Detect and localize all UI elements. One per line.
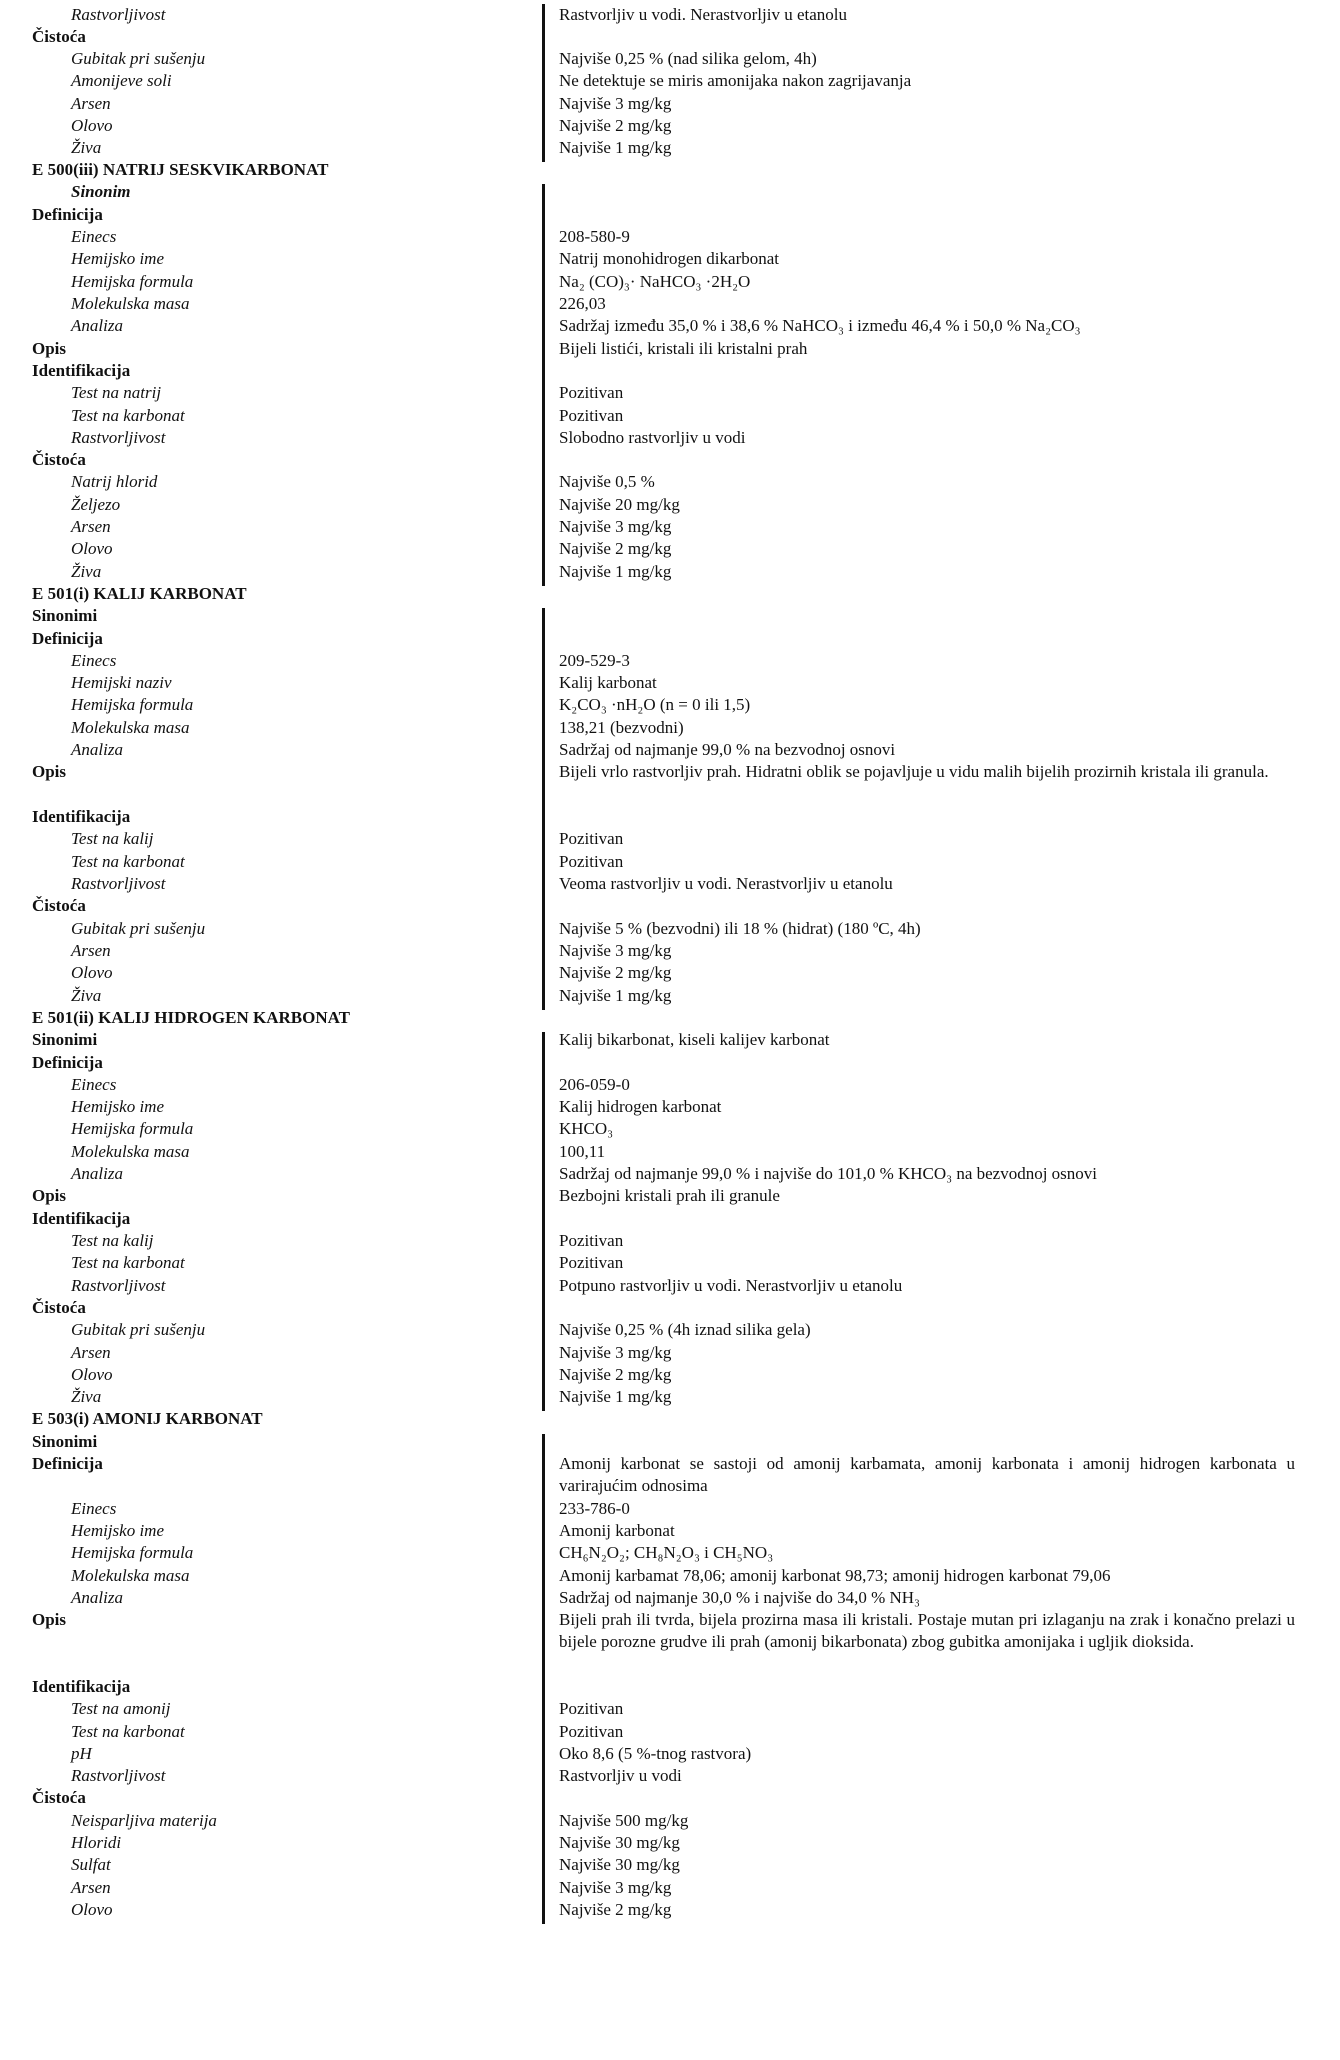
property-label: Rastvorljivost (71, 1766, 166, 1785)
property-label: Molekulska masa (71, 1566, 190, 1585)
property-label: Rastvorljivost (71, 428, 166, 447)
property-value: Na₂ (CO)₃· NaHCO₃ ·2H₂O (559, 272, 751, 291)
property-value: Pozitivan (559, 829, 624, 848)
property-value: 138,21 (bezvodni) (559, 718, 684, 737)
section-label: Identifikacija (32, 361, 131, 380)
section-label: Opis (32, 339, 67, 358)
property-label: Hemijsko ime (71, 249, 165, 268)
property-value: Bezbojni kristali prah ili granule (559, 1186, 780, 1205)
additive-heading: E 501(i) KALIJ KARBONAT (32, 584, 247, 603)
property-value: Amonij karbamat 78,06; amonij karbonat 98,73; amonij hidrogen karbonat 79,06 (559, 1566, 1111, 1585)
property-label: Molekulska masa (71, 294, 190, 313)
property-value: Ne detektuje se miris amonijaka nakon zagrijavanja (559, 71, 912, 90)
property-value: Sadržaj od najmanje 99,0 % i najviše do 101,0 % KHCO₃ na bezvodnoj osnovi (559, 1164, 1098, 1183)
property-label: Rastvorljivost (71, 874, 166, 893)
property-label: Sulfat (71, 1855, 111, 1874)
property-label: Test na karbonat (71, 1722, 185, 1741)
property-value: Najviše 2 mg/kg (559, 1365, 672, 1384)
property-label: Arsen (71, 94, 111, 113)
property-value: Najviše 2 mg/kg (559, 1900, 672, 1919)
property-value: Najviše 0,25 % (nad silika gelom, 4h) (559, 49, 817, 68)
section-label: Sinonimi (32, 1030, 98, 1049)
property-value: 233-786-0 (559, 1499, 630, 1518)
section-label: Definicija (32, 1454, 103, 1473)
property-label: Analiza (71, 1164, 123, 1183)
property-value: Najviše 1 mg/kg (559, 562, 672, 581)
property-value: Najviše 5 % (bezvodni) ili 18 % (hidrat) (180 ºC, 4h) (559, 919, 921, 938)
property-label: Arsen (71, 1878, 111, 1897)
property-value: Rastvorljiv u vodi (559, 1766, 682, 1785)
property-value: Pozitivan (559, 1722, 624, 1741)
property-value: Sadržaj od najmanje 30,0 % i najviše do 34,0 % NH₃ (559, 1588, 920, 1607)
section-label: Čistoća (32, 27, 86, 46)
property-label: Einecs (71, 1499, 117, 1518)
property-label: Analiza (71, 1588, 123, 1607)
property-label: Živa (71, 562, 102, 581)
section-label: Identifikacija (32, 1677, 131, 1696)
property-value: Pozitivan (559, 1231, 624, 1250)
property-label: Analiza (71, 316, 123, 335)
property-label: Arsen (71, 517, 111, 536)
property-value: Najviše 1 mg/kg (559, 1387, 672, 1406)
property-value: Najviše 20 mg/kg (559, 495, 680, 514)
property-label: Einecs (71, 1075, 117, 1094)
property-label: Živa (71, 986, 102, 1005)
section-label: Definicija (32, 205, 103, 224)
property-value: Potpuno rastvorljiv u vodi. Nerastvorljiv u etanolu (559, 1276, 903, 1295)
additive-heading: E 503(i) AMONIJ KARBONAT (32, 1409, 263, 1428)
property-label: Olovo (71, 1365, 113, 1384)
property-label: Gubitak pri sušenju (71, 1320, 206, 1339)
property-label: Živa (71, 138, 102, 157)
column-separator-line (542, 1032, 545, 1411)
property-label: Olovo (71, 963, 113, 982)
property-label: Hemijsko ime (71, 1097, 165, 1116)
property-label: Hemijsko ime (71, 1521, 165, 1540)
property-value: Pozitivan (559, 1699, 624, 1718)
column-separator-line (542, 1434, 545, 1924)
property-label: Olovo (71, 539, 113, 558)
property-value: Najviše 2 mg/kg (559, 539, 672, 558)
section-label: Definicija (32, 1053, 103, 1072)
section-label: Sinonimi (32, 1432, 98, 1451)
property-label: Rastvorljivost (71, 5, 166, 24)
property-value: Najviše 0,25 % (4h iznad silika gela) (559, 1320, 811, 1339)
property-value: Kalij karbonat (559, 673, 657, 692)
property-value: Najviše 500 mg/kg (559, 1811, 689, 1830)
property-label: Einecs (71, 227, 117, 246)
property-value: Pozitivan (559, 406, 624, 425)
property-value: Najviše 3 mg/kg (559, 1878, 672, 1897)
property-value: Najviše 3 mg/kg (559, 517, 672, 536)
property-value: Najviše 2 mg/kg (559, 116, 672, 135)
property-value: 100,11 (559, 1142, 606, 1161)
property-label: Test na kalij (71, 829, 154, 848)
property-value: 208-580-9 (559, 227, 630, 246)
property-label: Amonijeve soli (71, 71, 172, 90)
additive-heading: E 500(iii) NATRIJ SESKVIKARBONAT (32, 160, 329, 179)
property-label: Test na karbonat (71, 406, 185, 425)
property-value: Pozitivan (559, 383, 624, 402)
section-label: Opis (32, 762, 67, 781)
property-value: Najviše 1 mg/kg (559, 986, 672, 1005)
property-value: Bijeli prah ili tvrda, bijela prozirna masa ili kristali. Postaje mutan pri izlaganju na zrak i konačno prelazi u bijele porozne grudve ili prah (amonij bikarbonata) zbog gubitka amonijaka i ugljik dioksida. (559, 1610, 1295, 1651)
property-value: Najviše 30 mg/kg (559, 1833, 680, 1852)
property-value: Najviše 1 mg/kg (559, 138, 672, 157)
section-label: Identifikacija (32, 1209, 131, 1228)
property-label: Neisparljiva materija (71, 1811, 217, 1830)
property-label: Sinonim (71, 182, 131, 201)
property-value: Najviše 3 mg/kg (559, 1343, 672, 1362)
property-label: Olovo (71, 1900, 113, 1919)
property-label: Test na natrij (71, 383, 162, 402)
property-value: 206-059-0 (559, 1075, 630, 1094)
property-value: Amonij karbonat (559, 1521, 675, 1540)
section-label: Opis (32, 1610, 67, 1629)
property-value: Najviše 30 mg/kg (559, 1855, 680, 1874)
property-label: Arsen (71, 941, 111, 960)
property-label: Hemijska formula (71, 272, 194, 291)
property-label: pH (71, 1744, 92, 1763)
section-label: Čistoća (32, 1788, 86, 1807)
property-value: Rastvorljiv u vodi. Nerastvorljiv u etanolu (559, 5, 848, 24)
property-value: KHCO₃ (559, 1119, 614, 1138)
column-separator-line (542, 608, 545, 1010)
property-label: Hemijska formula (71, 1119, 194, 1138)
additive-heading: E 501(ii) KALIJ HIDROGEN KARBONAT (32, 1008, 350, 1027)
property-label: Gubitak pri sušenju (71, 49, 206, 68)
property-value: Najviše 0,5 % (559, 472, 655, 491)
section-label: Čistoća (32, 1298, 86, 1317)
property-value: Bijeli vrlo rastvorljiv prah. Hidratni oblik se pojavljuje u vidu malih bijelih prozirnih kristala ili granula. (559, 762, 1269, 781)
property-label: Arsen (71, 1343, 111, 1362)
property-value: 226,03 (559, 294, 606, 313)
property-label: Rastvorljivost (71, 1276, 166, 1295)
property-value: Amonij karbonat se sastoji od amonij karbamata, amonij karbonata i amonij hidrogen karbonata u varirajućim odnosima (559, 1454, 1295, 1495)
section-label: Čistoća (32, 450, 86, 469)
section-label: Čistoća (32, 896, 86, 915)
property-label: Analiza (71, 740, 123, 759)
property-label: Živa (71, 1387, 102, 1406)
property-label: Olovo (71, 116, 113, 135)
column-separator-line (542, 4, 545, 162)
section-label: Identifikacija (32, 807, 131, 826)
section-label: Sinonimi (32, 606, 98, 625)
property-value: Bijeli listići, kristali ili kristalni prah (559, 339, 808, 358)
property-label: Hemijska formula (71, 1543, 194, 1562)
property-label: Test na amonij (71, 1699, 171, 1718)
property-label: Hemijski naziv (71, 673, 172, 692)
property-value: Najviše 2 mg/kg (559, 963, 672, 982)
property-value: Najviše 3 mg/kg (559, 941, 672, 960)
section-label: Definicija (32, 629, 103, 648)
property-label: Test na karbonat (71, 1253, 185, 1272)
property-label: Željezo (71, 495, 121, 514)
property-label: Hemijska formula (71, 695, 194, 714)
section-label: Opis (32, 1186, 67, 1205)
property-value: Oko 8,6 (5 %-tnog rastvora) (559, 1744, 752, 1763)
property-label: Natrij hlorid (71, 472, 158, 491)
property-value: Najviše 3 mg/kg (559, 94, 672, 113)
property-label: Hloridi (71, 1833, 122, 1852)
property-label: Molekulska masa (71, 1142, 190, 1161)
property-label: Molekulska masa (71, 718, 190, 737)
property-value: 209-529-3 (559, 651, 630, 670)
property-value: Kalij bikarbonat, kiseli kalijev karbonat (559, 1030, 830, 1049)
property-value: Kalij hidrogen karbonat (559, 1097, 722, 1116)
property-value: Pozitivan (559, 1253, 624, 1272)
property-value: Sadržaj od najmanje 99,0 % na bezvodnoj osnovi (559, 740, 896, 759)
property-value: K₂CO₃ ·nH₂O (n = 0 ili 1,5) (559, 695, 751, 714)
property-label: Test na kalij (71, 1231, 154, 1250)
property-value: CH₆N₂O₂; CH₈N₂O₃ i CH₅NO₃ (559, 1543, 774, 1562)
column-separator-line (542, 184, 545, 586)
property-value: Slobodno rastvorljiv u vodi (559, 428, 746, 447)
property-label: Test na karbonat (71, 852, 185, 871)
property-value: Natrij monohidrogen dikarbonat (559, 249, 780, 268)
property-value: Sadržaj između 35,0 % i 38,6 % NaHCO₃ i između 46,4 % i 50,0 % Na₂CO₃ (559, 316, 1081, 335)
property-label: Gubitak pri sušenju (71, 919, 206, 938)
property-value: Pozitivan (559, 852, 624, 871)
property-label: Einecs (71, 651, 117, 670)
property-value: Veoma rastvorljiv u vodi. Nerastvorljiv u etanolu (559, 874, 893, 893)
